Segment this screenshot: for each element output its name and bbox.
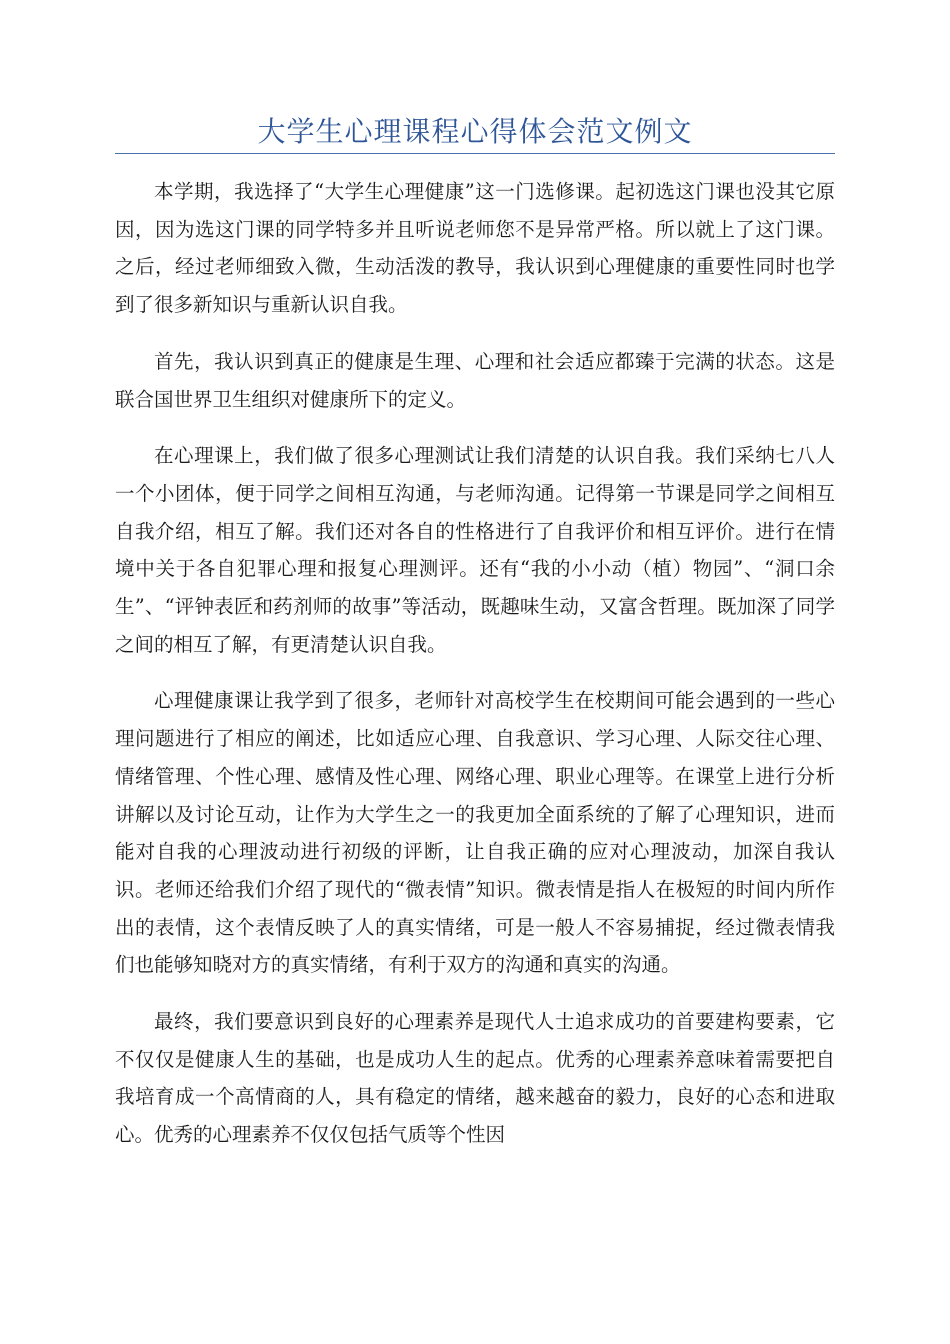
paragraph: 在心理课上，我们做了很多心理测试让我们清楚的认识自我。我们采纳七八人一个小团体，便于同学之间相互沟通，与老师沟通。记得第一节课是同学之间相互自我介绍，相互了解。我们还对各自的性格进行了自我评价和相互评价。进行在情境中关于各自犯罪心理和报复心理测评。还有“我的小小动（植）物园”、“洞口余生”、“评钟表匠和药剂师的故事”等活动，既趣味生动，又富含哲理。既加深了同学之间的相互了解，有更清楚认识自我。: [115, 444, 835, 656]
paragraph: 本学期，我选择了“大学生心理健康”这一门选修课。起初选这门课也没其它原因，因为选这门课的同学特多并且听说老师您不是异常严格。所以就上了这门课。之后，经过老师细致入微，生动活泼的教导，我认识到心理健康的重要性同时也学到了很多新知识与重新认识自我。: [115, 180, 835, 317]
title-underline: [115, 153, 835, 154]
document-title: 大学生心理课程心得体会范文例文: [257, 115, 693, 148]
paragraph: 首先，我认识到真正的健康是生理、心理和社会适应都臻于完满的状态。这是联合国世界卫生组织对健康所下的定义。: [115, 349, 835, 411]
paragraph: 心理健康课让我学到了很多，老师针对高校学生在校期间可能会遇到的一些心理问题进行了相应的阐述，比如适应心理、自我意识、学习心理、人际交往心理、情绪管理、个性心理、感情及性心理、网络心理、职业心理等。在课堂上进行分析讲解以及讨论互动，让作为大学生之一的我更加全面系统的了解了心理知识，进而能对自我的心理波动进行初级的评断，让自我正确的应对心理波动，加深自我认识。老师还给我们介绍了现代的“微表情”知识。微表情是指人在极短的时间内所作出的表情，这个表情反映了人的真实情绪，可是一般人不容易捕捉，经过微表情我们也能够知晓对方的真实情绪，有利于双方的沟通和真实的沟通。: [115, 689, 835, 977]
document-body: [115, 173, 835, 1173]
paragraph: 最终，我们要意识到良好的心理素养是现代人士追求成功的首要建构要素，它不仅仅是健康人生的基础，也是成功人生的起点。优秀的心理素养意味着需要把自我培育成一个高情商的人，具有稳定的情绪，越来越奋的毅力，良好的心态和进取心。优秀的心理素养不仅仅包括气质等个性因: [115, 1010, 835, 1147]
